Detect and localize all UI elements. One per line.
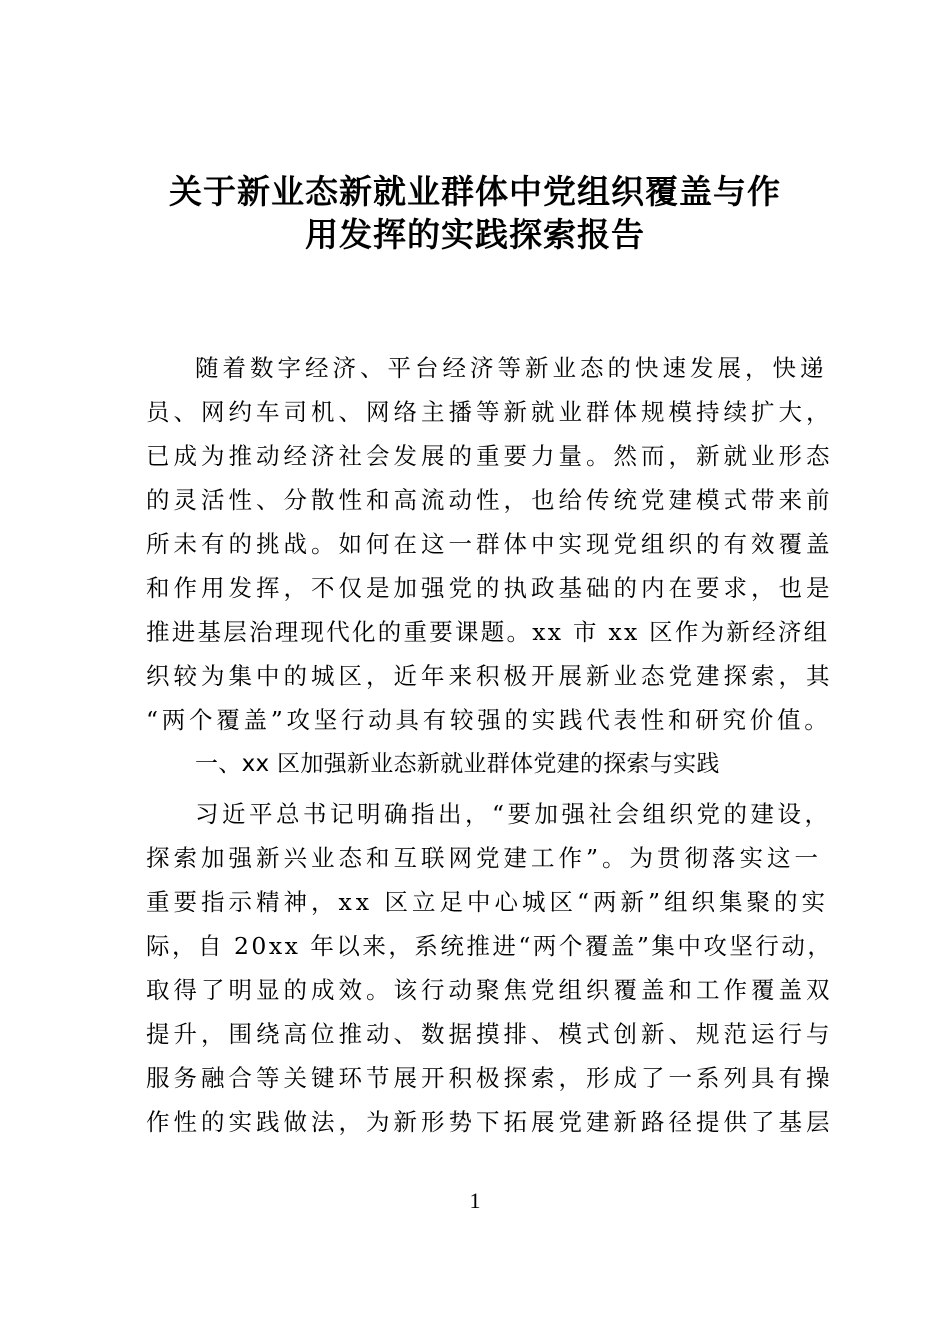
paragraph-1-line: 已成为推动经济社会发展的重要力量。然而，新就业形态	[146, 442, 834, 470]
paragraph-2-line: 际，自 20xx 年以来，系统推进“两个覆盖”集中攻坚行动，	[146, 932, 834, 960]
section-heading-1: 一、xx 区加强新业态新就业群体党建的探索与实践	[195, 751, 720, 777]
paragraph-1-line: 员、网约车司机、网络主播等新就业群体规模持续扩大，	[146, 398, 834, 426]
paragraph-2-line: 作性的实践做法，为新形势下拓展党建新路径提供了基层	[146, 1108, 834, 1136]
paragraph-1-line: 随着数字经济、平台经济等新业态的快速发展，快递	[195, 354, 828, 382]
page-number: 1	[469, 1188, 481, 1213]
paragraph-1-line: “两个覆盖”攻坚行动具有较强的实践代表性和研究价值。	[146, 706, 832, 734]
paragraph-1-line: 织较为集中的城区，近年来积极开展新业态党建探索，其	[146, 662, 834, 690]
paragraph-2-line: 重要指示精神，xx 区立足中心城区“两新”组织集聚的实	[146, 888, 830, 916]
paragraph-1-line: 所未有的挑战。如何在这一群体中实现党组织的有效覆盖	[146, 530, 834, 558]
document-title-line-1: 关于新业态新就业群体中党组织覆盖与作	[169, 172, 781, 211]
paragraph-2-line: 探索加强新兴业态和互联网党建工作”。为贯彻落实这一	[146, 844, 823, 872]
document-title-line-2: 用发挥的实践探索报告	[305, 215, 645, 254]
paragraph-1-line: 的灵活性、分散性和高流动性，也给传统党建模式带来前	[146, 486, 834, 514]
paragraph-1-line: 推进基层治理现代化的重要课题。xx 市 xx 区作为新经济组	[146, 618, 830, 646]
paragraph-2-line: 提升，围绕高位推动、数据摸排、模式创新、规范运行与	[146, 1020, 834, 1048]
paragraph-2-line: 取得了明显的成效。该行动聚焦党组织覆盖和工作覆盖双	[146, 976, 834, 1004]
paragraph-2-line: 习近平总书记明确指出，“要加强社会组织党的建设，	[195, 800, 832, 828]
paragraph-2-line: 服务融合等关键环节展开积极探索，形成了一系列具有操	[146, 1064, 834, 1092]
paragraph-1-line: 和作用发挥，不仅是加强党的执政基础的内在要求，也是	[146, 574, 834, 602]
